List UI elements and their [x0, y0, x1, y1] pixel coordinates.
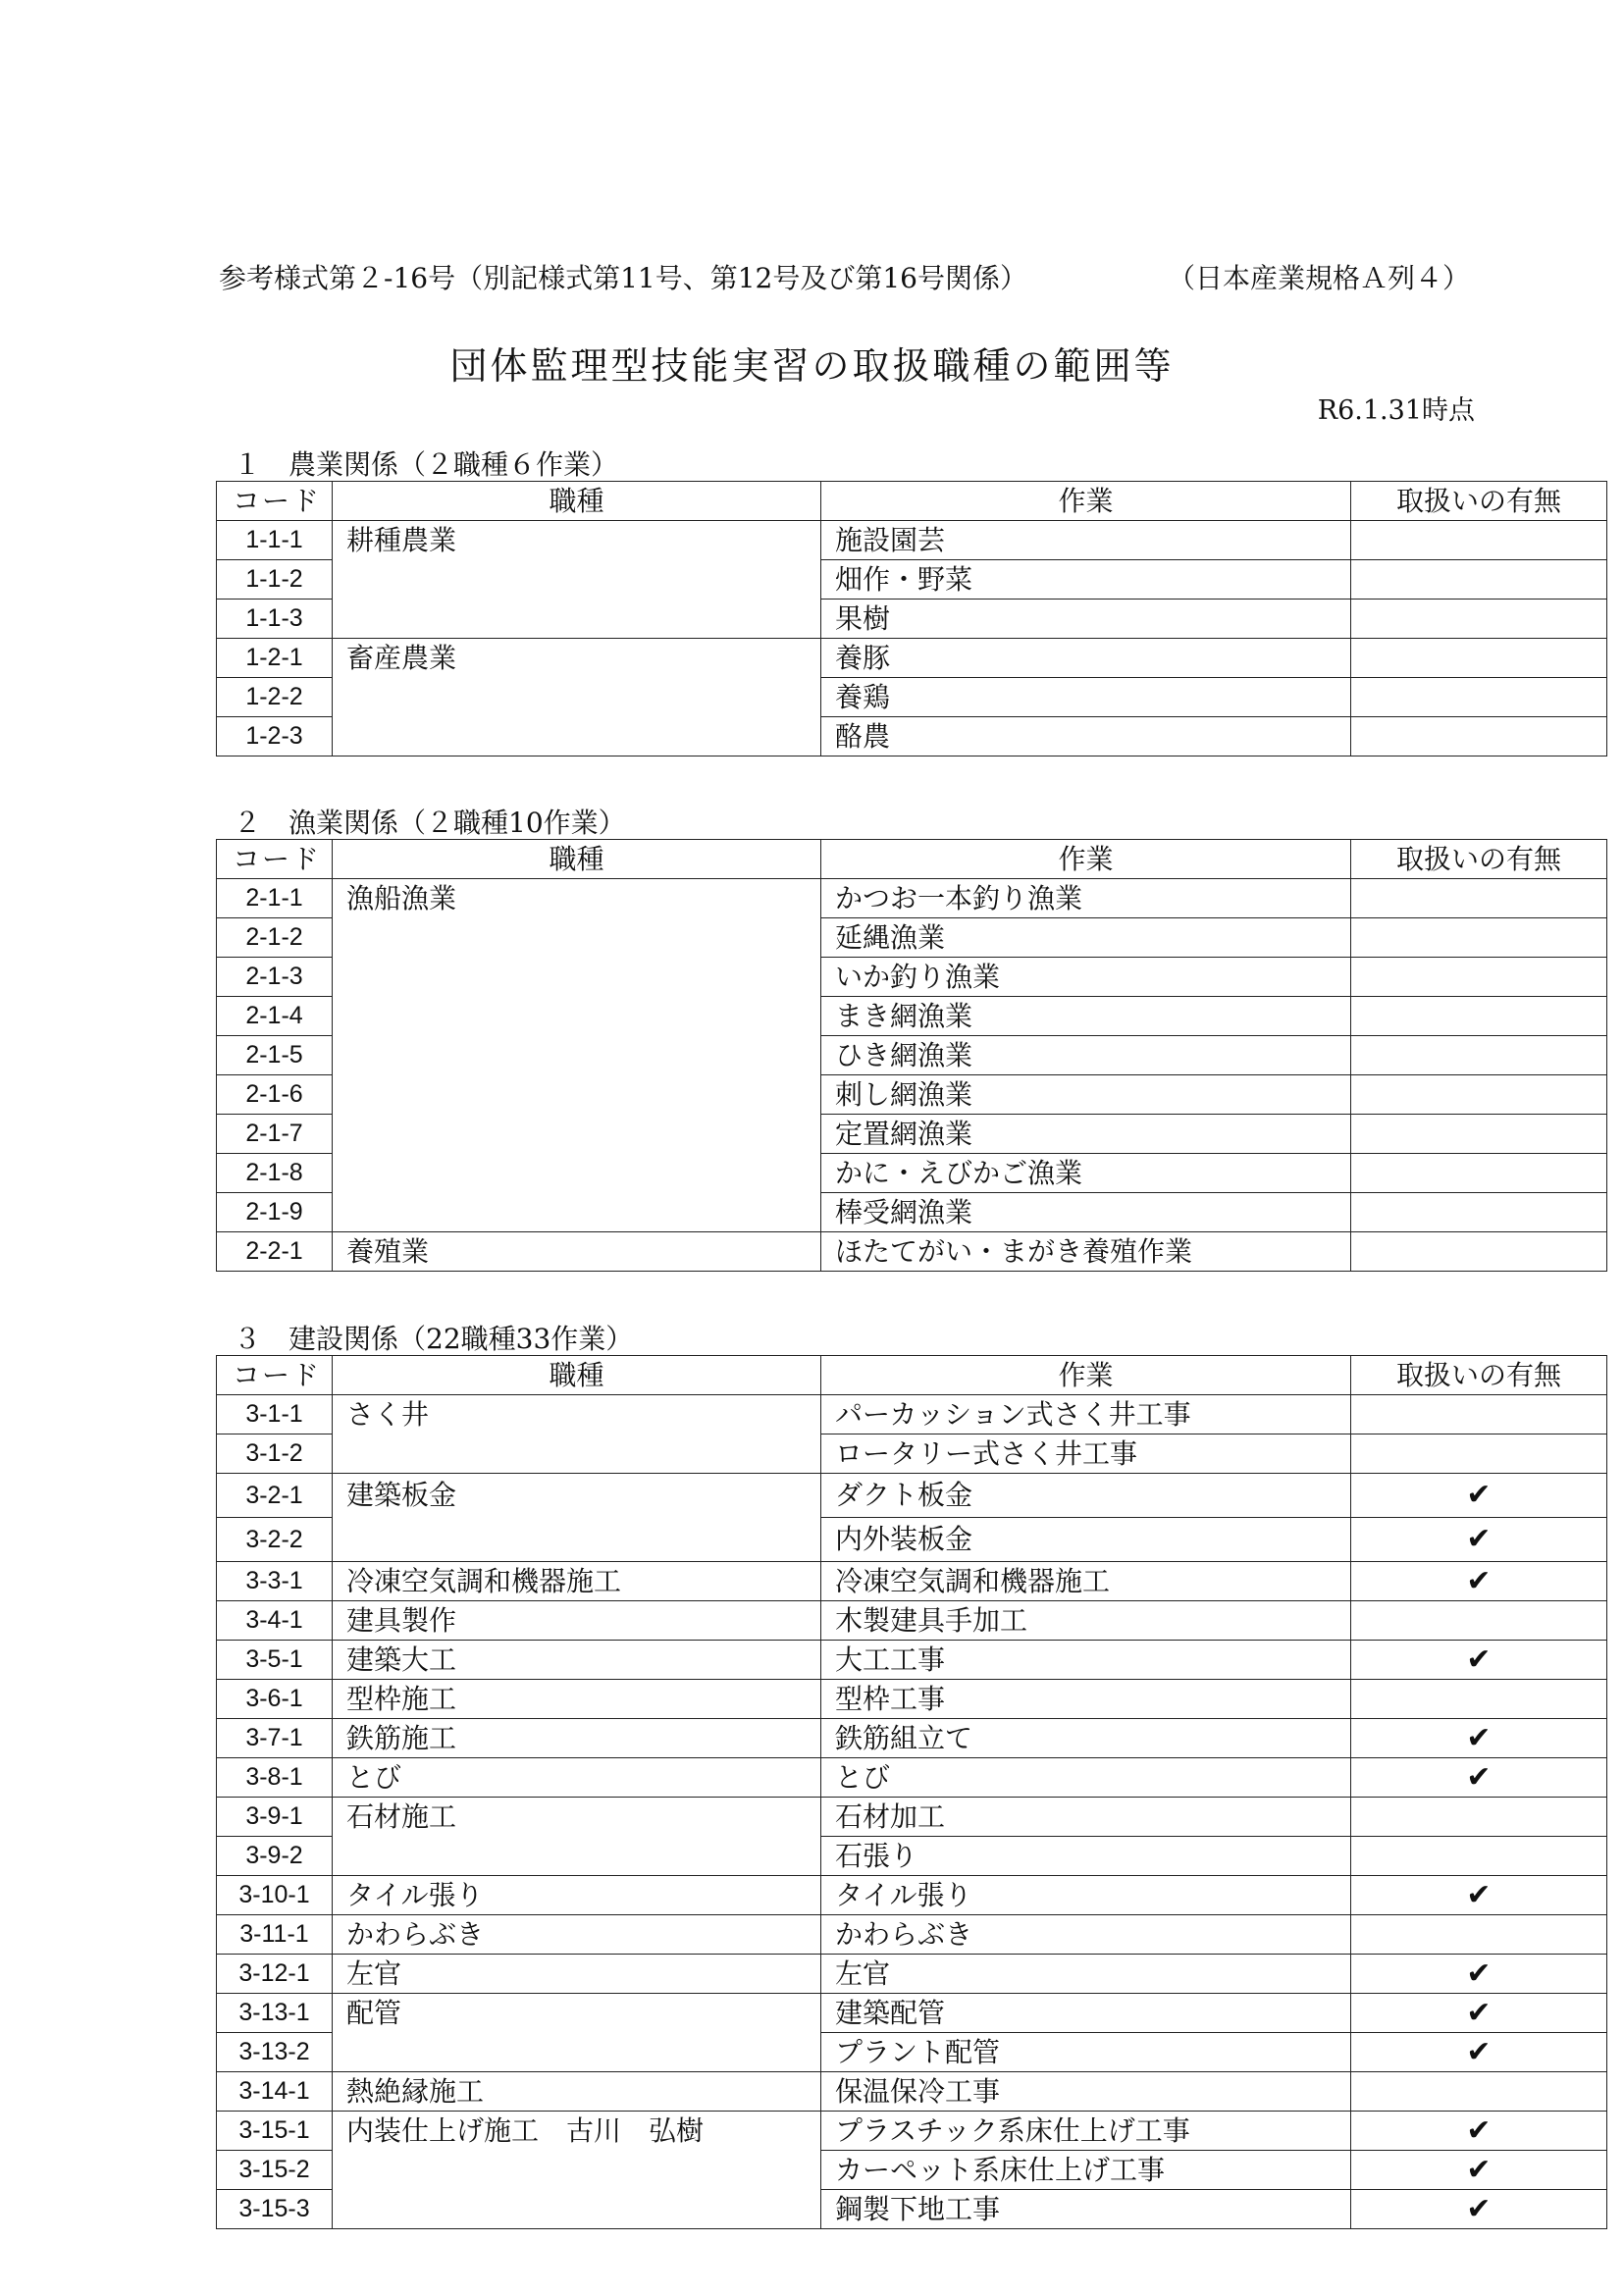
row-work: 鋼製下地工事	[821, 2190, 1351, 2229]
row-code: 3-1-2	[217, 1434, 333, 1474]
row-work: 建築配管	[821, 1994, 1351, 2033]
table-row	[217, 1395, 1607, 1434]
row-job: 建具製作	[333, 1601, 821, 1641]
row-job: 左官	[333, 1955, 821, 1994]
col-header-handled: 取扱いの有無	[1351, 1356, 1607, 1395]
row-job: 養殖業	[333, 1232, 821, 1272]
row-code: 1-1-2	[217, 560, 333, 600]
row-job: 熱絶縁施工	[333, 2072, 821, 2112]
row-job: 内装仕上げ施工 古川 弘樹	[333, 2112, 821, 2229]
row-code: 3-13-2	[217, 2033, 333, 2072]
row-mark	[1351, 1837, 1607, 1876]
checkmark-icon: ✔	[1351, 1876, 1607, 1915]
row-code: 3-15-1	[217, 2112, 333, 2151]
row-code: 1-1-1	[217, 521, 333, 560]
row-work: 果樹	[821, 600, 1351, 639]
row-job: 建築板金	[333, 1474, 821, 1562]
col-header-work: 作業	[821, 1356, 1351, 1395]
row-work: 保温保冷工事	[821, 2072, 1351, 2112]
row-code: 1-2-2	[217, 678, 333, 717]
row-work: かに・えびかご漁業	[821, 1154, 1351, 1193]
row-work: カーペット系床仕上げ工事	[821, 2151, 1351, 2190]
row-job: さく井	[333, 1395, 821, 1474]
row-work: 石張り	[821, 1837, 1351, 1876]
section-heading-construction: ３ 建設関係（22職種33作業）	[234, 1323, 634, 1355]
col-header-job: 職種	[333, 1356, 821, 1395]
checkmark-icon: ✔	[1351, 1518, 1607, 1562]
row-code: 2-1-1	[217, 879, 333, 918]
col-header-handled: 取扱いの有無	[1351, 482, 1607, 521]
row-code: 2-1-4	[217, 997, 333, 1036]
row-work: まき網漁業	[821, 997, 1351, 1036]
row-mark	[1351, 1193, 1607, 1232]
row-mark	[1351, 1434, 1607, 1474]
row-code: 1-1-3	[217, 600, 333, 639]
row-code: 2-2-1	[217, 1232, 333, 1272]
table-row	[217, 1680, 1607, 1719]
row-work: 左官	[821, 1955, 1351, 1994]
row-code: 2-1-3	[217, 958, 333, 997]
row-work: 延縄漁業	[821, 918, 1351, 958]
row-work: 大工工事	[821, 1641, 1351, 1680]
row-code: 2-1-5	[217, 1036, 333, 1075]
row-work: プラント配管	[821, 2033, 1351, 2072]
checkmark-icon: ✔	[1351, 1758, 1607, 1798]
row-mark	[1351, 560, 1607, 600]
row-code: 3-11-1	[217, 1915, 333, 1955]
row-work: タイル張り	[821, 1876, 1351, 1915]
page-title: 団体監理型技能実習の取扱職種の範囲等	[449, 344, 1175, 388]
table-row	[217, 1758, 1607, 1798]
row-job: 型枠施工	[333, 1680, 821, 1719]
row-work: 畑作・野菜	[821, 560, 1351, 600]
row-work: とび	[821, 1758, 1351, 1798]
row-mark	[1351, 600, 1607, 639]
row-code: 3-3-1	[217, 1562, 333, 1601]
checkmark-icon: ✔	[1351, 2112, 1607, 2151]
row-mark	[1351, 958, 1607, 997]
table-row	[217, 1719, 1607, 1758]
table-row	[217, 1641, 1607, 1680]
checkmark-icon: ✔	[1351, 2151, 1607, 2190]
row-code: 3-13-1	[217, 1994, 333, 2033]
row-work: かつお一本釣り漁業	[821, 879, 1351, 918]
row-code: 2-1-6	[217, 1075, 333, 1115]
row-work: いか釣り漁業	[821, 958, 1351, 997]
section-heading-agriculture: １ 農業関係（２職種６作業）	[234, 448, 619, 481]
row-work: 定置網漁業	[821, 1115, 1351, 1154]
row-work: かわらぶき	[821, 1915, 1351, 1955]
row-mark	[1351, 1395, 1607, 1434]
paper-standard: （日本産業規格Ａ列４）	[1168, 262, 1471, 294]
table-row	[217, 1232, 1607, 1272]
row-work: 冷凍空気調和機器施工	[821, 1562, 1351, 1601]
row-work: ほたてがい・まがき養殖作業	[821, 1232, 1351, 1272]
table-row	[217, 639, 1607, 678]
row-job: 耕種農業	[333, 521, 821, 639]
row-work: 石材加工	[821, 1798, 1351, 1837]
checkmark-icon: ✔	[1351, 1719, 1607, 1758]
row-code: 3-10-1	[217, 1876, 333, 1915]
table-header-row	[217, 1356, 1607, 1395]
row-code: 3-7-1	[217, 1719, 333, 1758]
row-job: タイル張り	[333, 1876, 821, 1915]
checkmark-icon: ✔	[1351, 1994, 1607, 2033]
row-work: 型枠工事	[821, 1680, 1351, 1719]
col-header-job: 職種	[333, 840, 821, 879]
row-mark	[1351, 918, 1607, 958]
row-work: 鉄筋組立て	[821, 1719, 1351, 1758]
row-job: 冷凍空気調和機器施工	[333, 1562, 821, 1601]
row-code: 1-2-3	[217, 717, 333, 756]
row-code: 2-1-9	[217, 1193, 333, 1232]
row-code: 2-1-2	[217, 918, 333, 958]
row-mark	[1351, 1075, 1607, 1115]
row-mark	[1351, 521, 1607, 560]
row-job: 鉄筋施工	[333, 1719, 821, 1758]
row-mark	[1351, 678, 1607, 717]
checkmark-icon: ✔	[1351, 1641, 1607, 1680]
construction-table	[216, 1355, 1607, 2229]
table-row	[217, 1876, 1607, 1915]
table-row	[217, 2112, 1607, 2151]
table-header-row	[217, 482, 1607, 521]
row-code: 3-15-2	[217, 2151, 333, 2190]
col-header-code: コード	[217, 840, 333, 879]
row-mark	[1351, 1680, 1607, 1719]
table-row	[217, 1798, 1607, 1837]
form-reference: 参考様式第２-16号（別記様式第11号、第12号及び第16号関係）	[219, 262, 1027, 294]
row-work: 棒受網漁業	[821, 1193, 1351, 1232]
section-heading-fishery: ２ 漁業関係（２職種10作業）	[234, 807, 626, 839]
row-mark	[1351, 1154, 1607, 1193]
col-header-handled: 取扱いの有無	[1351, 840, 1607, 879]
table-row	[217, 1474, 1607, 1518]
row-mark	[1351, 1115, 1607, 1154]
row-work: 養鶏	[821, 678, 1351, 717]
table-row	[217, 2072, 1607, 2112]
table-row	[217, 1562, 1607, 1601]
table-row	[217, 1955, 1607, 1994]
row-work: 酪農	[821, 717, 1351, 756]
row-job: とび	[333, 1758, 821, 1798]
row-code: 3-2-1	[217, 1474, 333, 1518]
col-header-job: 職種	[333, 482, 821, 521]
row-mark	[1351, 879, 1607, 918]
checkmark-icon: ✔	[1351, 1955, 1607, 1994]
row-mark	[1351, 1036, 1607, 1075]
col-header-code: コード	[217, 1356, 333, 1395]
checkmark-icon: ✔	[1351, 1474, 1607, 1518]
col-header-work: 作業	[821, 482, 1351, 521]
row-work: 養豚	[821, 639, 1351, 678]
row-code: 3-9-1	[217, 1798, 333, 1837]
row-mark	[1351, 2072, 1607, 2112]
row-job: かわらぶき	[333, 1915, 821, 1955]
row-work: ロータリー式さく井工事	[821, 1434, 1351, 1474]
col-header-work: 作業	[821, 840, 1351, 879]
checkmark-icon: ✔	[1351, 1562, 1607, 1601]
row-job: 配管	[333, 1994, 821, 2072]
row-code: 3-15-3	[217, 2190, 333, 2229]
row-work: 内外装板金	[821, 1518, 1351, 1562]
row-code: 3-6-1	[217, 1680, 333, 1719]
row-job: 建築大工	[333, 1641, 821, 1680]
row-code: 3-12-1	[217, 1955, 333, 1994]
row-work: パーカッション式さく井工事	[821, 1395, 1351, 1434]
table-row	[217, 1915, 1607, 1955]
row-code: 3-4-1	[217, 1601, 333, 1641]
row-code: 3-8-1	[217, 1758, 333, 1798]
row-code: 2-1-7	[217, 1115, 333, 1154]
table-row	[217, 879, 1607, 918]
row-mark	[1351, 1915, 1607, 1955]
row-mark	[1351, 639, 1607, 678]
table-row	[217, 1994, 1607, 2033]
table-header-row	[217, 840, 1607, 879]
row-work: 木製建具手加工	[821, 1601, 1351, 1641]
row-work: 施設園芸	[821, 521, 1351, 560]
row-job: 畜産農業	[333, 639, 821, 756]
table-row	[217, 521, 1607, 560]
checkmark-icon: ✔	[1351, 2190, 1607, 2229]
row-mark	[1351, 1601, 1607, 1641]
table-row	[217, 1601, 1607, 1641]
row-code: 3-9-2	[217, 1837, 333, 1876]
row-work: プラスチック系床仕上げ工事	[821, 2112, 1351, 2151]
row-work: ダクト板金	[821, 1474, 1351, 1518]
row-code: 1-2-1	[217, 639, 333, 678]
row-code: 3-1-1	[217, 1395, 333, 1434]
col-header-code: コード	[217, 482, 333, 521]
row-code: 3-2-2	[217, 1518, 333, 1562]
row-code: 3-5-1	[217, 1641, 333, 1680]
row-work: 刺し網漁業	[821, 1075, 1351, 1115]
agriculture-table	[216, 481, 1607, 756]
row-mark	[1351, 997, 1607, 1036]
row-mark	[1351, 1232, 1607, 1272]
row-job: 漁船漁業	[333, 879, 821, 1232]
fishery-table	[216, 839, 1607, 1272]
checkmark-icon: ✔	[1351, 2033, 1607, 2072]
row-job: 石材施工	[333, 1798, 821, 1876]
row-code: 3-14-1	[217, 2072, 333, 2112]
as-of-date: R6.1.31時点	[1317, 395, 1475, 426]
row-code: 2-1-8	[217, 1154, 333, 1193]
row-mark	[1351, 1798, 1607, 1837]
row-mark	[1351, 717, 1607, 756]
row-work: ひき網漁業	[821, 1036, 1351, 1075]
